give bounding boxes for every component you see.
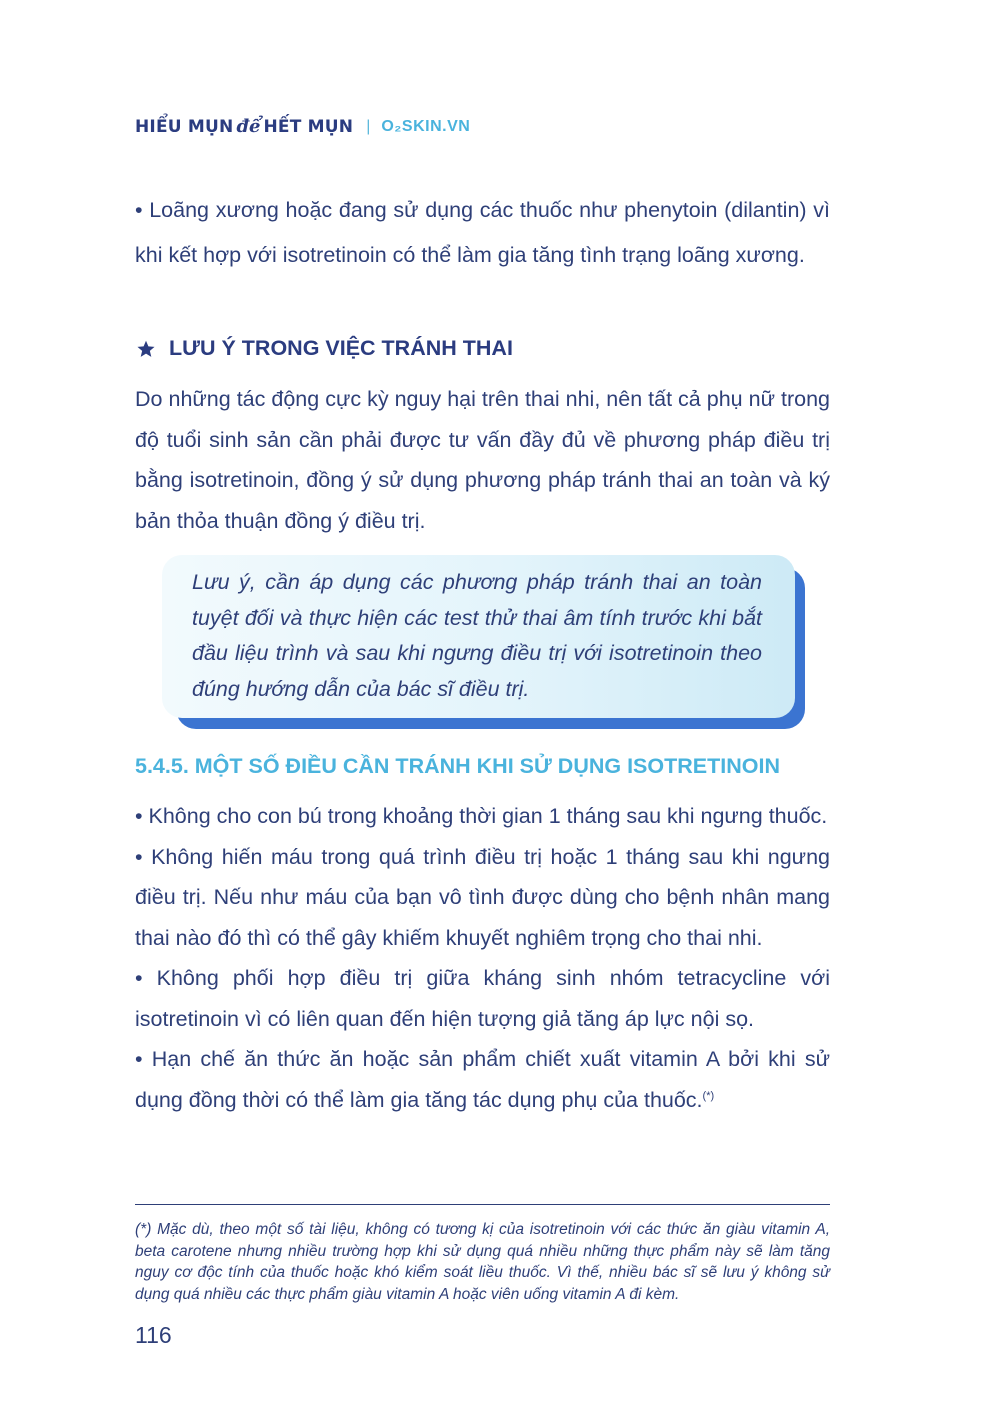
list-item: • Không hiến máu trong quá trình điều trị hoặc 1 tháng sau khi ngưng điều trị. Nếu như máu của bạn vô tình được dùng cho bệnh nhân mang thai nào đó thì có thể gây khiếm khuyết nghiêm trọng cho thai nhi. [135,844,830,950]
header-separator: | [366,117,371,135]
list-item-with-footnote [135,1039,830,1120]
brand-title-part2: để [236,116,261,137]
footnote-divider [135,1204,830,1205]
contraception-title: LƯU Ý TRONG VIỆC TRÁNH THAI [169,336,513,360]
star-icon [135,338,157,360]
footnote: (*) Mặc dù, theo một số tài liệu, không có tương kị của isotretinoin với các thức ăn giàu vitamin A, beta carotene nhưng nhiều trường hợp khi sử dụng quá nhiều những thực phẩm này sẽ làm tăng nguy cơ độc tính của thuốc hoặc khó kiểm soát liều thuốc. Vì thế, nhiều bác sĩ sẽ lưu ý không sử dụng quá nhiều các thực phẩm giàu vitamin A hoặc viên uống vitamin A đi kèm. [135,1221,830,1303]
intro-bullet: • Loãng xương hoặc đang sử dụng các thuốc như phenytoin (dilantin) vì khi kết hợp với isotretinoin có thể làm gia tăng tình trạng loãng xương. [135,198,830,267]
contraception-paragraph: Do những tác động cực kỳ nguy hại trên thai nhi, nên tất cả phụ nữ trong độ tuổi sinh sản cần phải được tư vấn đầy đủ về phương pháp điều trị bằng isotretinoin, đồng ý sử dụng phương pháp tránh thai an toàn và ký bản thỏa thuận đồng ý điều trị. [135,387,830,533]
brand-title-part1: HIỂU MỤN [135,116,234,137]
section-title: 5.4.5. MỘT SỐ ĐIỀU CẦN TRÁNH KHI SỬ DỤNG ISOTRETINOIN [135,754,780,778]
page-number: 116 [135,1322,172,1348]
list-item: • Không cho con bú trong khoảng thời gian 1 tháng sau khi ngưng thuốc. [135,804,828,828]
site-name: O₂SKIN.VN [381,117,471,135]
avoid-list [135,796,830,1120]
callout-text: Lưu ý, cần áp dụng các phương pháp tránh thai an toàn tuyệt đối và thực hiện các test thử thai âm tính trước khi bắt đầu liệu trình và sau khi ngưng điều trị với isotretinoin theo đúng hướng dẫn của bác sĩ điều trị. [192,570,762,701]
footnote-marker: (*) [702,1089,715,1102]
brand-title-part3: HẾT MỤN [263,116,354,137]
contraception-heading [135,336,513,361]
list-item-text: • Hạn chế ăn thức ăn hoặc sản phẩm chiết xuất vitamin A bởi khi sử dụng đồng thời có thể làm gia tăng tác dụng phụ của thuốc. [135,1047,830,1112]
list-item: • Không phối hợp điều trị giữa kháng sinh nhóm tetracycline với isotretinoin vì có liên quan đến hiện tượng giả tăng áp lực nội sọ. [135,966,830,1031]
running-header [135,116,470,137]
callout-box [162,555,795,718]
